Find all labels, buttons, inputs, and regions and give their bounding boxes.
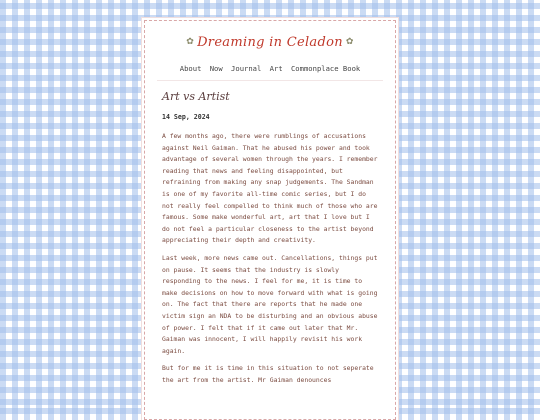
- page-card: [144, 20, 396, 420]
- post-title: Art vs Artist: [162, 90, 230, 103]
- post-body: [162, 131, 378, 386]
- nav-item-journal[interactable]: Journal: [231, 64, 262, 73]
- flower-right-icon: ✿: [345, 37, 354, 47]
- nav-item-art[interactable]: Art: [269, 64, 283, 73]
- nav-item-about[interactable]: About: [179, 64, 202, 73]
- post-date: 14 Sep, 2024: [162, 113, 210, 121]
- site-title[interactable]: [145, 35, 395, 50]
- post-paragraph: Last week, more news came out. Cancellations, things put on pause. It seems that the industry is slowly responding to the news. I feel for me, it is time to make decisions on how to move forward with what is going on. The fact that there are reports that he made one victim sign an NDA to be disturbing and an obvious abuse of power. I felt that if it came out later that Mr. Gaiman was innocent, I will happily revisit his work again.: [162, 253, 378, 355]
- main-nav: [145, 64, 395, 73]
- nav-item-now[interactable]: Now: [209, 64, 223, 73]
- flower-left-icon: ✿: [186, 37, 195, 47]
- nav-item-commonplace-book[interactable]: Commonplace Book: [290, 64, 361, 73]
- site-title-text: Dreaming in Celadon: [197, 35, 343, 50]
- post-paragraph: But for me it is time in this situation to not seperate the art from the artist. Mr Gaiman denounces: [162, 364, 374, 384]
- post: [145, 90, 395, 386]
- post-paragraph: A few months ago, there were rumblings of accusations against Neil Gaiman. That he abused his power and took advantage of several women through the years. I remember reading that news and feeling disappointed, but refraining from making any snap judgements. The Sandman is one of my favorite all-time comic series, but I do not really feel compelled to think much of those who are famous. Some make wonderful art, art that I love but I do not feel a particular closeness to the artist beyond appreciating their depth and creativity.: [162, 132, 378, 245]
- nav-divider: [157, 80, 383, 81]
